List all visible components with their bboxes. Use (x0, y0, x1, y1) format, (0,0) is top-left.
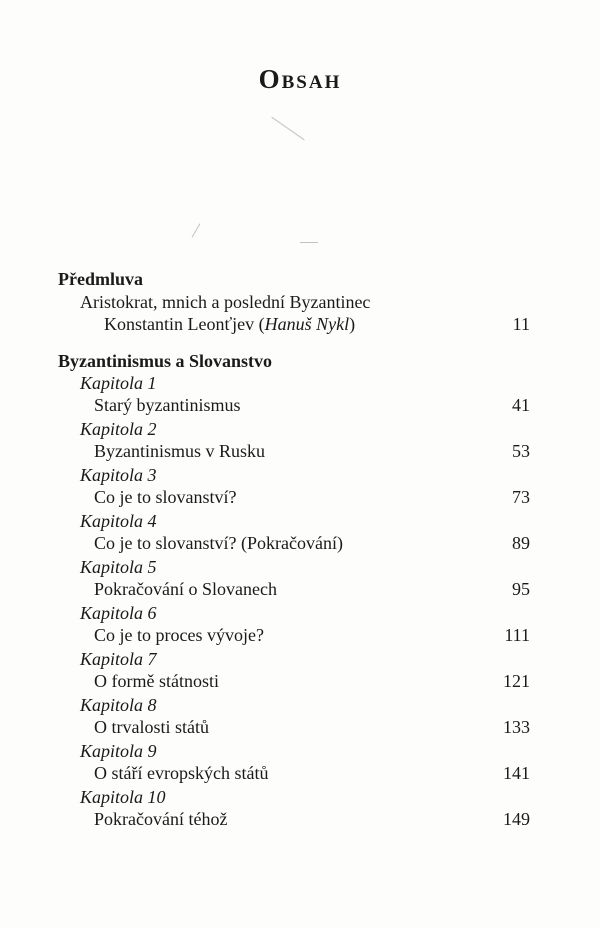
preface-line-2-text: Konstantin Leonťjev ( (104, 314, 265, 334)
chapter-label: Kapitola 1 (80, 373, 157, 393)
preface-line-1: Aristokrat, mnich a poslední Byzantinec (80, 292, 371, 312)
chapter-label: Kapitola 3 (80, 465, 157, 485)
scan-speck (271, 117, 304, 141)
chapter-title: Byzantinismus v Rusku (94, 441, 266, 461)
chapter-page-number: 53 (512, 441, 530, 461)
chapter-title: Co je to slovanství? (Pokračování) (94, 533, 343, 553)
preface-line-2 (104, 313, 355, 335)
chapter-title: O stáří evropských států (94, 763, 269, 783)
chapter-label: Kapitola 9 (80, 741, 157, 761)
chapter-title: Pokračování o Slovanech (94, 579, 277, 599)
preface-line-2-close: ) (349, 314, 356, 334)
chapter-title: Co je to slovanství? (94, 487, 237, 507)
page-title: Obsah (258, 64, 342, 94)
section-heading: Byzantinismus a Slovanstvo (58, 351, 273, 371)
preface-page-number: 11 (512, 314, 530, 334)
preface-author: Hanuš Nykl (264, 314, 350, 334)
chapter-label: Kapitola 6 (80, 603, 157, 623)
chapter-title: Starý byzantinismus (94, 395, 241, 415)
chapter-page-number: 121 (503, 671, 530, 691)
chapter-label: Kapitola 8 (80, 695, 157, 715)
chapter-page-number: 133 (503, 717, 530, 737)
chapter-label: Kapitola 10 (80, 787, 166, 807)
chapter-page-number: 89 (512, 533, 530, 553)
scan-speck (192, 223, 201, 237)
preface-heading: Předmluva (58, 269, 143, 289)
chapter-label: Kapitola 4 (80, 511, 157, 531)
chapter-label: Kapitola 2 (80, 419, 157, 439)
chapter-title: O formě státnosti (94, 671, 219, 691)
chapter-page-number: 73 (512, 487, 530, 507)
chapter-label: Kapitola 5 (80, 557, 157, 577)
chapter-page-number: 41 (512, 395, 530, 415)
chapter-title: O trvalosti států (94, 717, 209, 737)
chapter-label: Kapitola 7 (80, 649, 157, 669)
chapter-title: Co je to proces vývoje? (94, 625, 264, 645)
scan-speck (300, 242, 318, 243)
chapter-page-number: 149 (503, 809, 530, 829)
chapter-page-number: 95 (512, 579, 530, 599)
chapter-page-number: 141 (503, 763, 530, 783)
chapter-title: Pokračování téhož (94, 809, 228, 829)
chapter-page-number: 111 (504, 625, 530, 645)
